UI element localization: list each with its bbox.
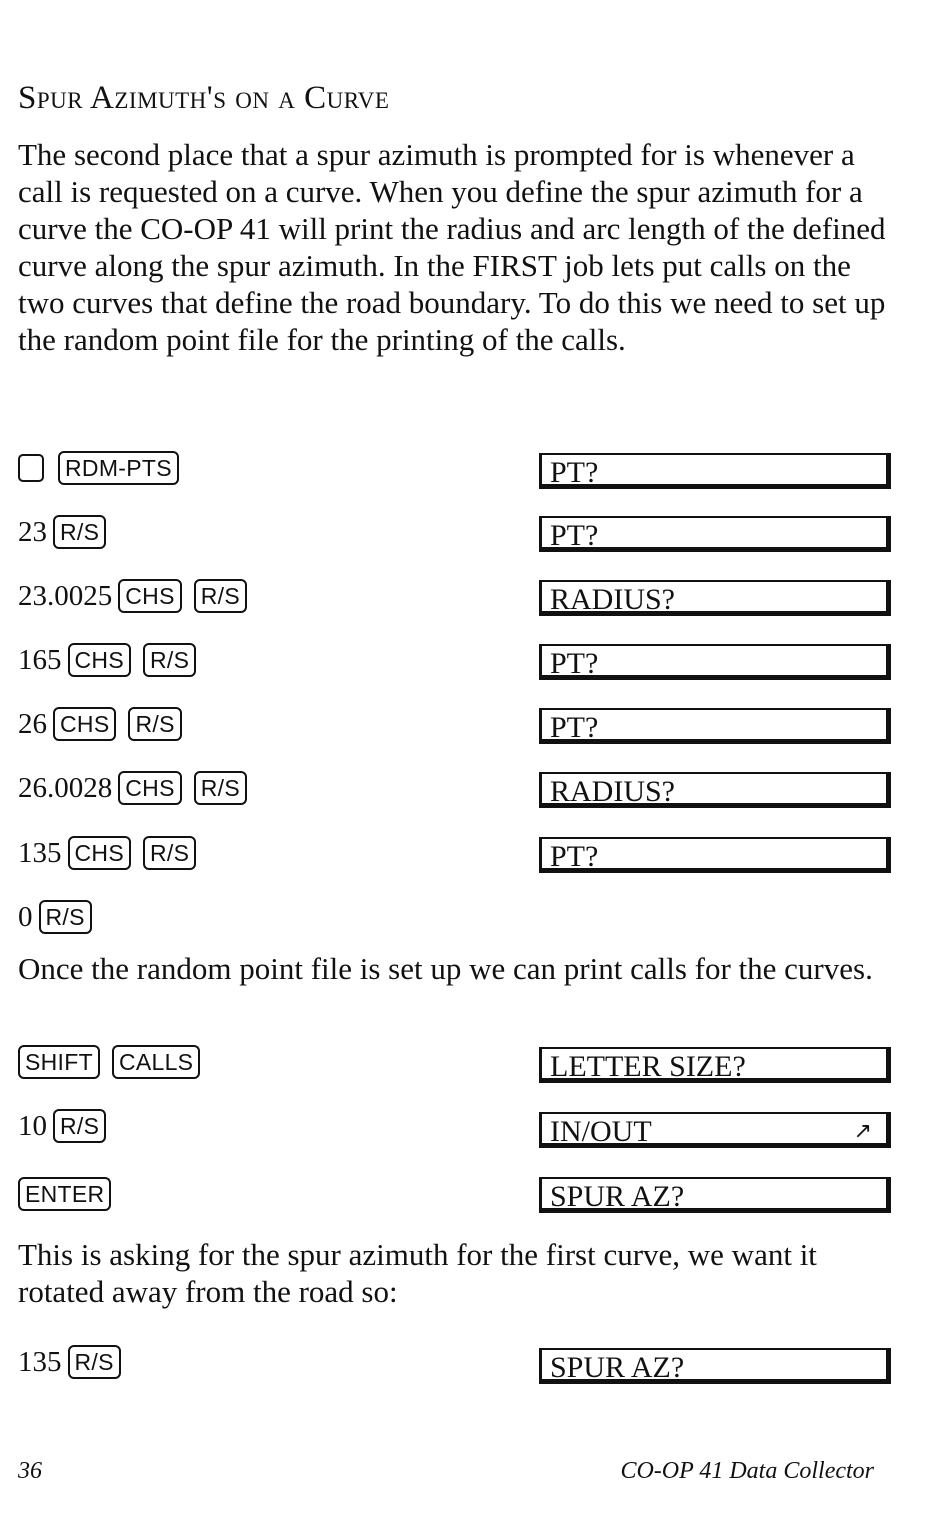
- middle-paragraph: Once the random point file is set up we can print calls for the curves.: [18, 951, 873, 986]
- input-value: 23.0025: [18, 579, 113, 612]
- page-number: 36: [18, 1458, 42, 1484]
- display-readout: RADIUS?: [539, 580, 891, 616]
- input-value: 26: [18, 707, 47, 740]
- step-row: [18, 768, 259, 808]
- step-row: [18, 897, 104, 937]
- step-row: [18, 1042, 212, 1082]
- display-readout: RADIUS?: [539, 772, 891, 808]
- display-readout: LETTER SIZE?: [539, 1047, 891, 1083]
- arrow-indicator-icon: ↗: [853, 1119, 872, 1144]
- chs-key: CHS: [118, 771, 181, 805]
- chs-key: CHS: [68, 643, 131, 677]
- input-value: 135: [18, 836, 62, 869]
- rs-key: R/S: [53, 515, 106, 549]
- step-row: [18, 640, 208, 680]
- step-row: [18, 1342, 133, 1382]
- display-readout: PT?: [539, 644, 891, 680]
- section-title: Spur Azimuth's on a Curve: [18, 80, 390, 116]
- explain-paragraph: This is asking for the spur azimuth for the first curve, we want it rotated away from the road so:: [18, 1237, 817, 1309]
- chs-key: CHS: [53, 707, 116, 741]
- chs-key: CHS: [68, 836, 131, 870]
- display-readout: IN/OUT ↗: [539, 1112, 891, 1148]
- step-row: [18, 833, 208, 873]
- rs-key: R/S: [194, 771, 247, 805]
- rs-key: R/S: [39, 900, 92, 934]
- step-row: [18, 1106, 118, 1146]
- rs-key: R/S: [143, 643, 196, 677]
- display-readout: PT?: [539, 516, 891, 552]
- input-value: 23: [18, 515, 47, 548]
- intro-paragraph: The second place that a spur azimuth is prompted for is whenever a call is requested on a curve. When you define the spur azimuth for a curve the CO-OP 41 will print the radius and arc length of the defined curve along the spur azimuth. In the FIRST job lets put calls on the two curves that define the road boundary. To do this we need to set up the random point file for the printing of the calls.: [18, 137, 886, 357]
- blank-key-icon: [18, 454, 44, 482]
- input-value: 10: [18, 1109, 47, 1142]
- step-row: [18, 512, 118, 552]
- calls-key: CALLS: [112, 1045, 200, 1079]
- chs-key: CHS: [118, 579, 181, 613]
- display-readout: SPUR AZ?: [539, 1177, 891, 1213]
- display-readout: PT?: [539, 837, 891, 873]
- step-row: [18, 448, 191, 488]
- rs-key: R/S: [143, 836, 196, 870]
- shift-key: SHIFT: [18, 1045, 100, 1079]
- rs-key: R/S: [68, 1345, 121, 1379]
- input-value: 0: [18, 900, 33, 933]
- step-row: [18, 1174, 123, 1214]
- step-row: [18, 704, 194, 744]
- book-title: CO-OP 41 Data Collector: [620, 1458, 874, 1484]
- display-readout: PT?: [539, 453, 891, 489]
- input-value: 26.0028: [18, 771, 113, 804]
- input-value: 135: [18, 1345, 62, 1378]
- display-readout: SPUR AZ?: [539, 1348, 891, 1384]
- enter-key: ENTER: [18, 1177, 111, 1211]
- rs-key: R/S: [128, 707, 181, 741]
- rs-key: R/S: [53, 1109, 106, 1143]
- step-row: [18, 576, 259, 616]
- rdm-pts-key: RDM-PTS: [58, 451, 179, 485]
- input-value: 165: [18, 643, 62, 676]
- rs-key: R/S: [194, 579, 247, 613]
- display-readout: PT?: [539, 708, 891, 744]
